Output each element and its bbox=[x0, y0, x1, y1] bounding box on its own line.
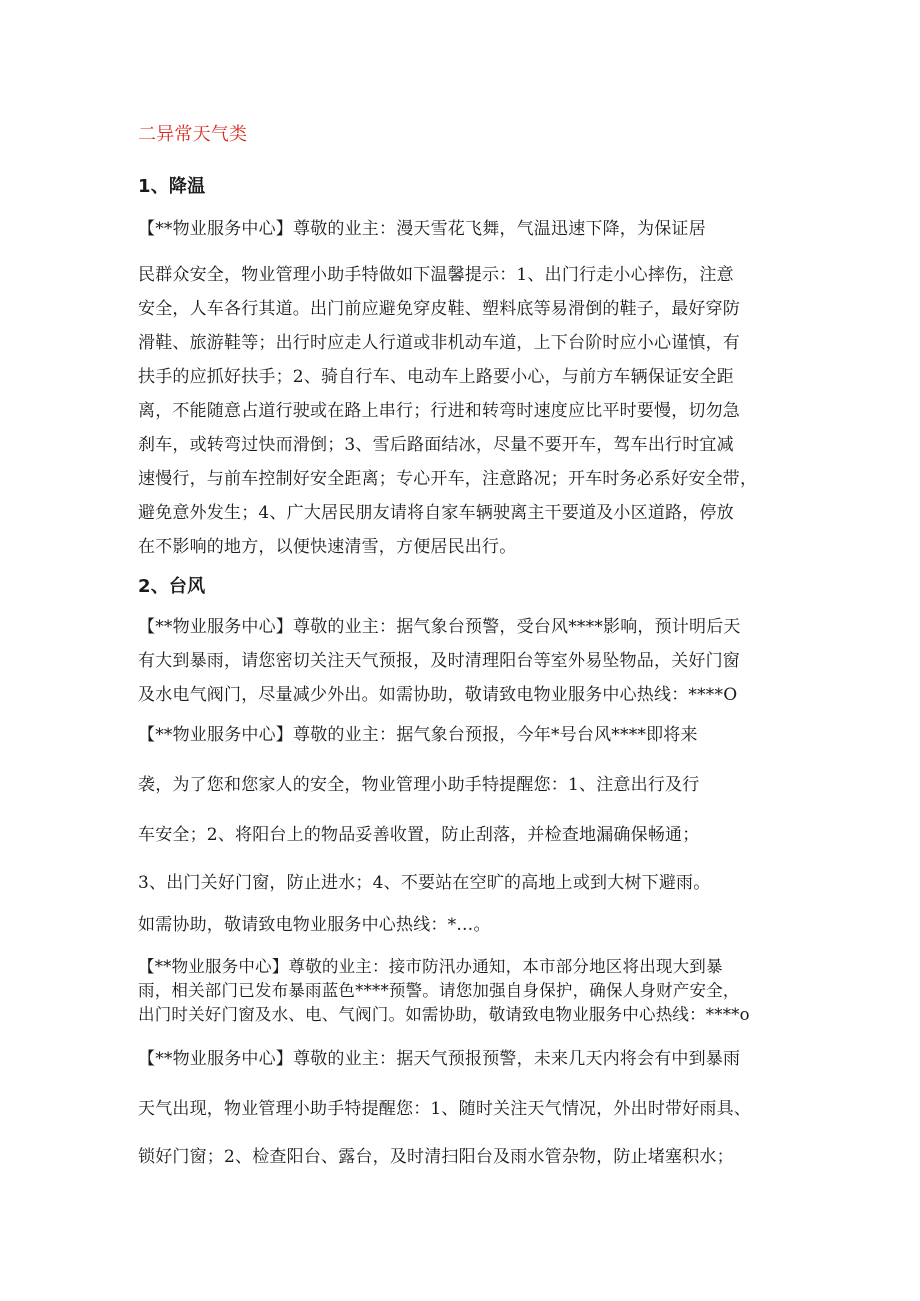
rainstorm-notice-line: 出门时关好门窗及水、电、气阀门。如需协助，敬请致电物业服务中心热线：****o bbox=[138, 1005, 750, 1024]
cooling-notice-line: 刹车，或转弯过快而滑倒；3、雪后路面结冰，尽量不要开车，驾车出行时宜减 bbox=[138, 435, 734, 455]
subsection-heading-cooling: 1、降温 bbox=[138, 176, 206, 197]
cooling-notice-line: 在不影响的地方，以便快速清雪，方便居民出行。 bbox=[138, 537, 517, 557]
cooling-notice-line: 扶手的应抓好扶手；2、骑自行车、电动车上路要小心，与前方车辆保证安全距 bbox=[138, 367, 734, 387]
heavy-rain-notice-line: 天气出现，物业管理小助手特提醒您：1、随时关注天气情况，外出时带好雨具、 bbox=[138, 1099, 752, 1119]
typhoon-notice-2-line: 如需协助，敬请致电物业服务中心热线：*…。 bbox=[138, 915, 491, 935]
typhoon-notice-2-line: 3、出门关好门窗，防止进水；4、不要站在空旷的高地上或到大树下避雨。 bbox=[138, 873, 711, 893]
typhoon-notice-2-line: 车安全；2、将阳台上的物品妥善收置，防止刮落，并检查地漏确保畅通； bbox=[138, 825, 700, 845]
rainstorm-notice-line: 雨，相关部门已发布暴雨蓝色****预警。请您加强自身保护，确保人身财产安全， bbox=[138, 981, 740, 1000]
cooling-notice-line: 安全，人车各行其道。出门前应避免穿皮鞋、塑料底等易滑倒的鞋子，最好穿防 bbox=[138, 299, 740, 319]
rainstorm-notice-line: 【**物业服务中心】尊敬的业主：接市防汛办通知，本市部分地区将出现大到暴 bbox=[138, 957, 723, 976]
typhoon-notice-1-line: 及水电气阀门，尽量减少外出。如需协助，敬请致电物业服务中心热线：****O bbox=[138, 685, 738, 705]
typhoon-notice-1-line: 有大到暴雨，请您密切关注天气预报，及时清理阳台等室外易坠物品，关好门窗 bbox=[138, 651, 740, 671]
subsection-heading-typhoon: 2、台风 bbox=[138, 576, 206, 597]
cooling-notice-line: 滑鞋、旅游鞋等；出行时应走人行道或非机动车道，上下台阶时应小心谨慎，有 bbox=[138, 333, 740, 353]
heavy-rain-notice-line: 【**物业服务中心】尊敬的业主：据天气预报预警，未来几天内将会有中到暴雨 bbox=[138, 1049, 741, 1069]
typhoon-notice-2-line: 【**物业服务中心】尊敬的业主：据气象台预报，今年*号台风****即将来 bbox=[138, 725, 698, 745]
section-title: 二异常天气类 bbox=[138, 124, 248, 145]
cooling-notice-line: 【**物业服务中心】尊敬的业主：漫天雪花飞舞，气温迅速下降，为保证居 bbox=[138, 219, 706, 239]
typhoon-notice-2-line: 袭，为了您和您家人的安全，物业管理小助手特提醒您：1、注意出行及行 bbox=[138, 775, 700, 795]
cooling-notice-line: 民群众安全，物业管理小助手特做如下温馨提示：1、出门行走小心摔伤，注意 bbox=[138, 265, 734, 285]
typhoon-notice-1-line: 【**物业服务中心】尊敬的业主：据气象台预警，受台风****影响，预计明后天 bbox=[138, 617, 741, 637]
cooling-notice-line: 避免意外发生；4、广大居民朋友请将自家车辆驶离主干要道及小区道路，停放 bbox=[138, 503, 734, 523]
heavy-rain-notice-line: 锁好门窗；2、检查阳台、露台，及时清扫阳台及雨水管杂物，防止堵塞积水； bbox=[138, 1147, 734, 1167]
cooling-notice-line: 速慢行，与前车控制好安全距离；专心开车，注意路况；开车时务必系好安全带， bbox=[138, 469, 758, 489]
cooling-notice-line: 离，不能随意占道行驶或在路上串行；行进和转弯时速度应比平时要慢，切勿急 bbox=[138, 401, 740, 421]
